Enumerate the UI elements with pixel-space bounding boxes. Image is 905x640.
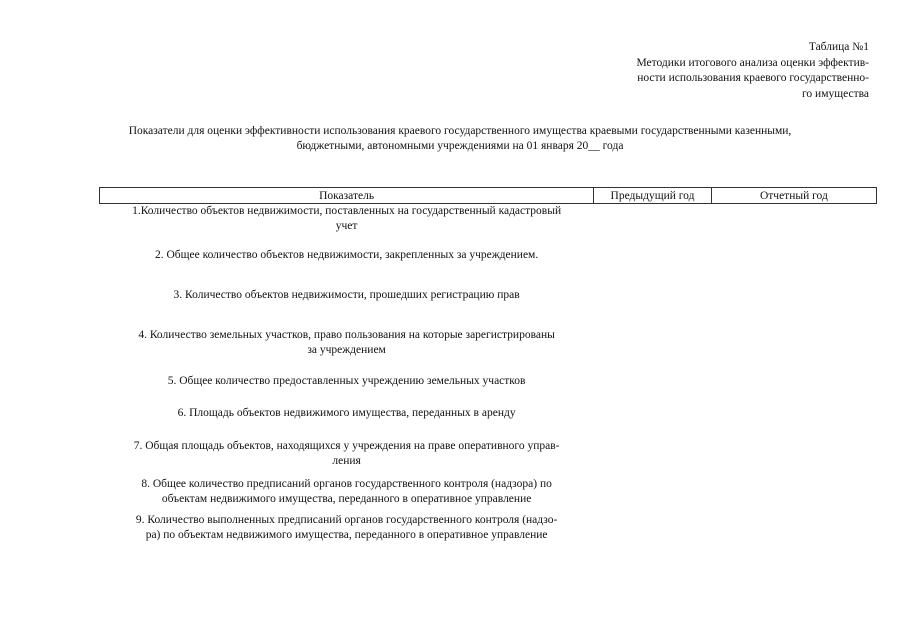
table-row [100,328,877,374]
indicator-text-line: объектам недвижимого имущества, переданного в оперативное управление [161,493,532,505]
indicator-text-line: учет [335,220,358,232]
reporting-year-value [711,374,876,406]
indicator-cell [100,439,594,477]
indicator-cell [100,248,594,288]
reporting-year-value [711,328,876,374]
table-row [100,513,877,549]
indicator-text-line: 7. Общая площадь объектов, находящихся у учреждения на праве оперативного управ- [133,440,560,452]
methodology-reference-line: го имущества [802,87,869,100]
indicator-text-line: 2. Общее количество объектов недвижимости, закрепленных за учреждением. [154,249,539,261]
header-indicator: Показатель [100,188,594,204]
previous-year-value [594,328,712,374]
previous-year-value [594,374,712,406]
indicators-table [99,187,877,549]
indicator-text-line: 6. Площадь объектов недвижимого имущества, переданных в аренду [177,407,516,419]
indicator-text-line: 5. Общее количество предоставленных учреждению земельных участков [167,375,526,387]
table-row [100,439,877,477]
indicator-text-line: 4. Количество земельных участков, право пользования на которые зарегистрированы [138,329,555,341]
reporting-year-value [711,248,876,288]
reporting-year-value [711,204,876,249]
table-row [100,288,877,328]
previous-year-value [594,204,712,249]
table-row [100,204,877,249]
methodology-reference-line: ности использования краевого государственно- [637,72,869,84]
indicator-cell [100,374,594,406]
indicator-text-line: 9. Количество выполненных предписаний органов государственного контроля (надзо- [135,514,558,526]
reporting-year-value [711,439,876,477]
indicator-cell [100,204,594,249]
document-title [60,124,860,154]
table-number: Таблица №1 [808,41,869,53]
methodology-reference-line: Методики итогового анализа оценки эффектив- [636,56,869,69]
table-row [100,477,877,513]
indicator-cell [100,477,594,513]
indicator-text-line: ра) по объектам недвижимого имущества, переданного в оперативное управление [145,529,548,541]
table-row [100,406,877,439]
indicator-text-line: за учреждением [307,344,386,356]
table-row [100,374,877,406]
header-previous-year: Предыдущий год [594,188,712,204]
previous-year-value [594,288,712,328]
table-row [100,248,877,288]
indicator-cell [100,406,594,439]
header-reporting-year: Отчетный год [711,188,876,204]
reporting-year-value [711,477,876,513]
previous-year-value [594,439,712,477]
indicator-text-line: 1.Количество объектов недвижимости, поставленных на государственный кадастровый [132,205,562,217]
reporting-year-value [711,406,876,439]
table-reference-note [599,40,869,102]
previous-year-value [594,248,712,288]
indicator-cell [100,513,594,549]
title-line: Показатели для оценки эффективности использования краевого государственного имущества краевыми государственными казенными, [128,125,792,137]
reporting-year-value [711,513,876,549]
previous-year-value [594,406,712,439]
title-line: бюджетными, автономными учреждениями на 01 января 20__ года [296,140,624,152]
indicator-text-line: 8. Общее количество предписаний органов государственного контроля (надзора) по [141,478,552,490]
indicator-cell [100,328,594,374]
indicator-text-line: ления [332,455,361,467]
table-header-row [100,188,877,204]
previous-year-value [594,477,712,513]
indicator-text-line: 3. Количество объектов недвижимости, прошедших регистрацию прав [173,289,520,301]
reporting-year-value [711,288,876,328]
previous-year-value [594,513,712,549]
indicator-cell [100,288,594,328]
